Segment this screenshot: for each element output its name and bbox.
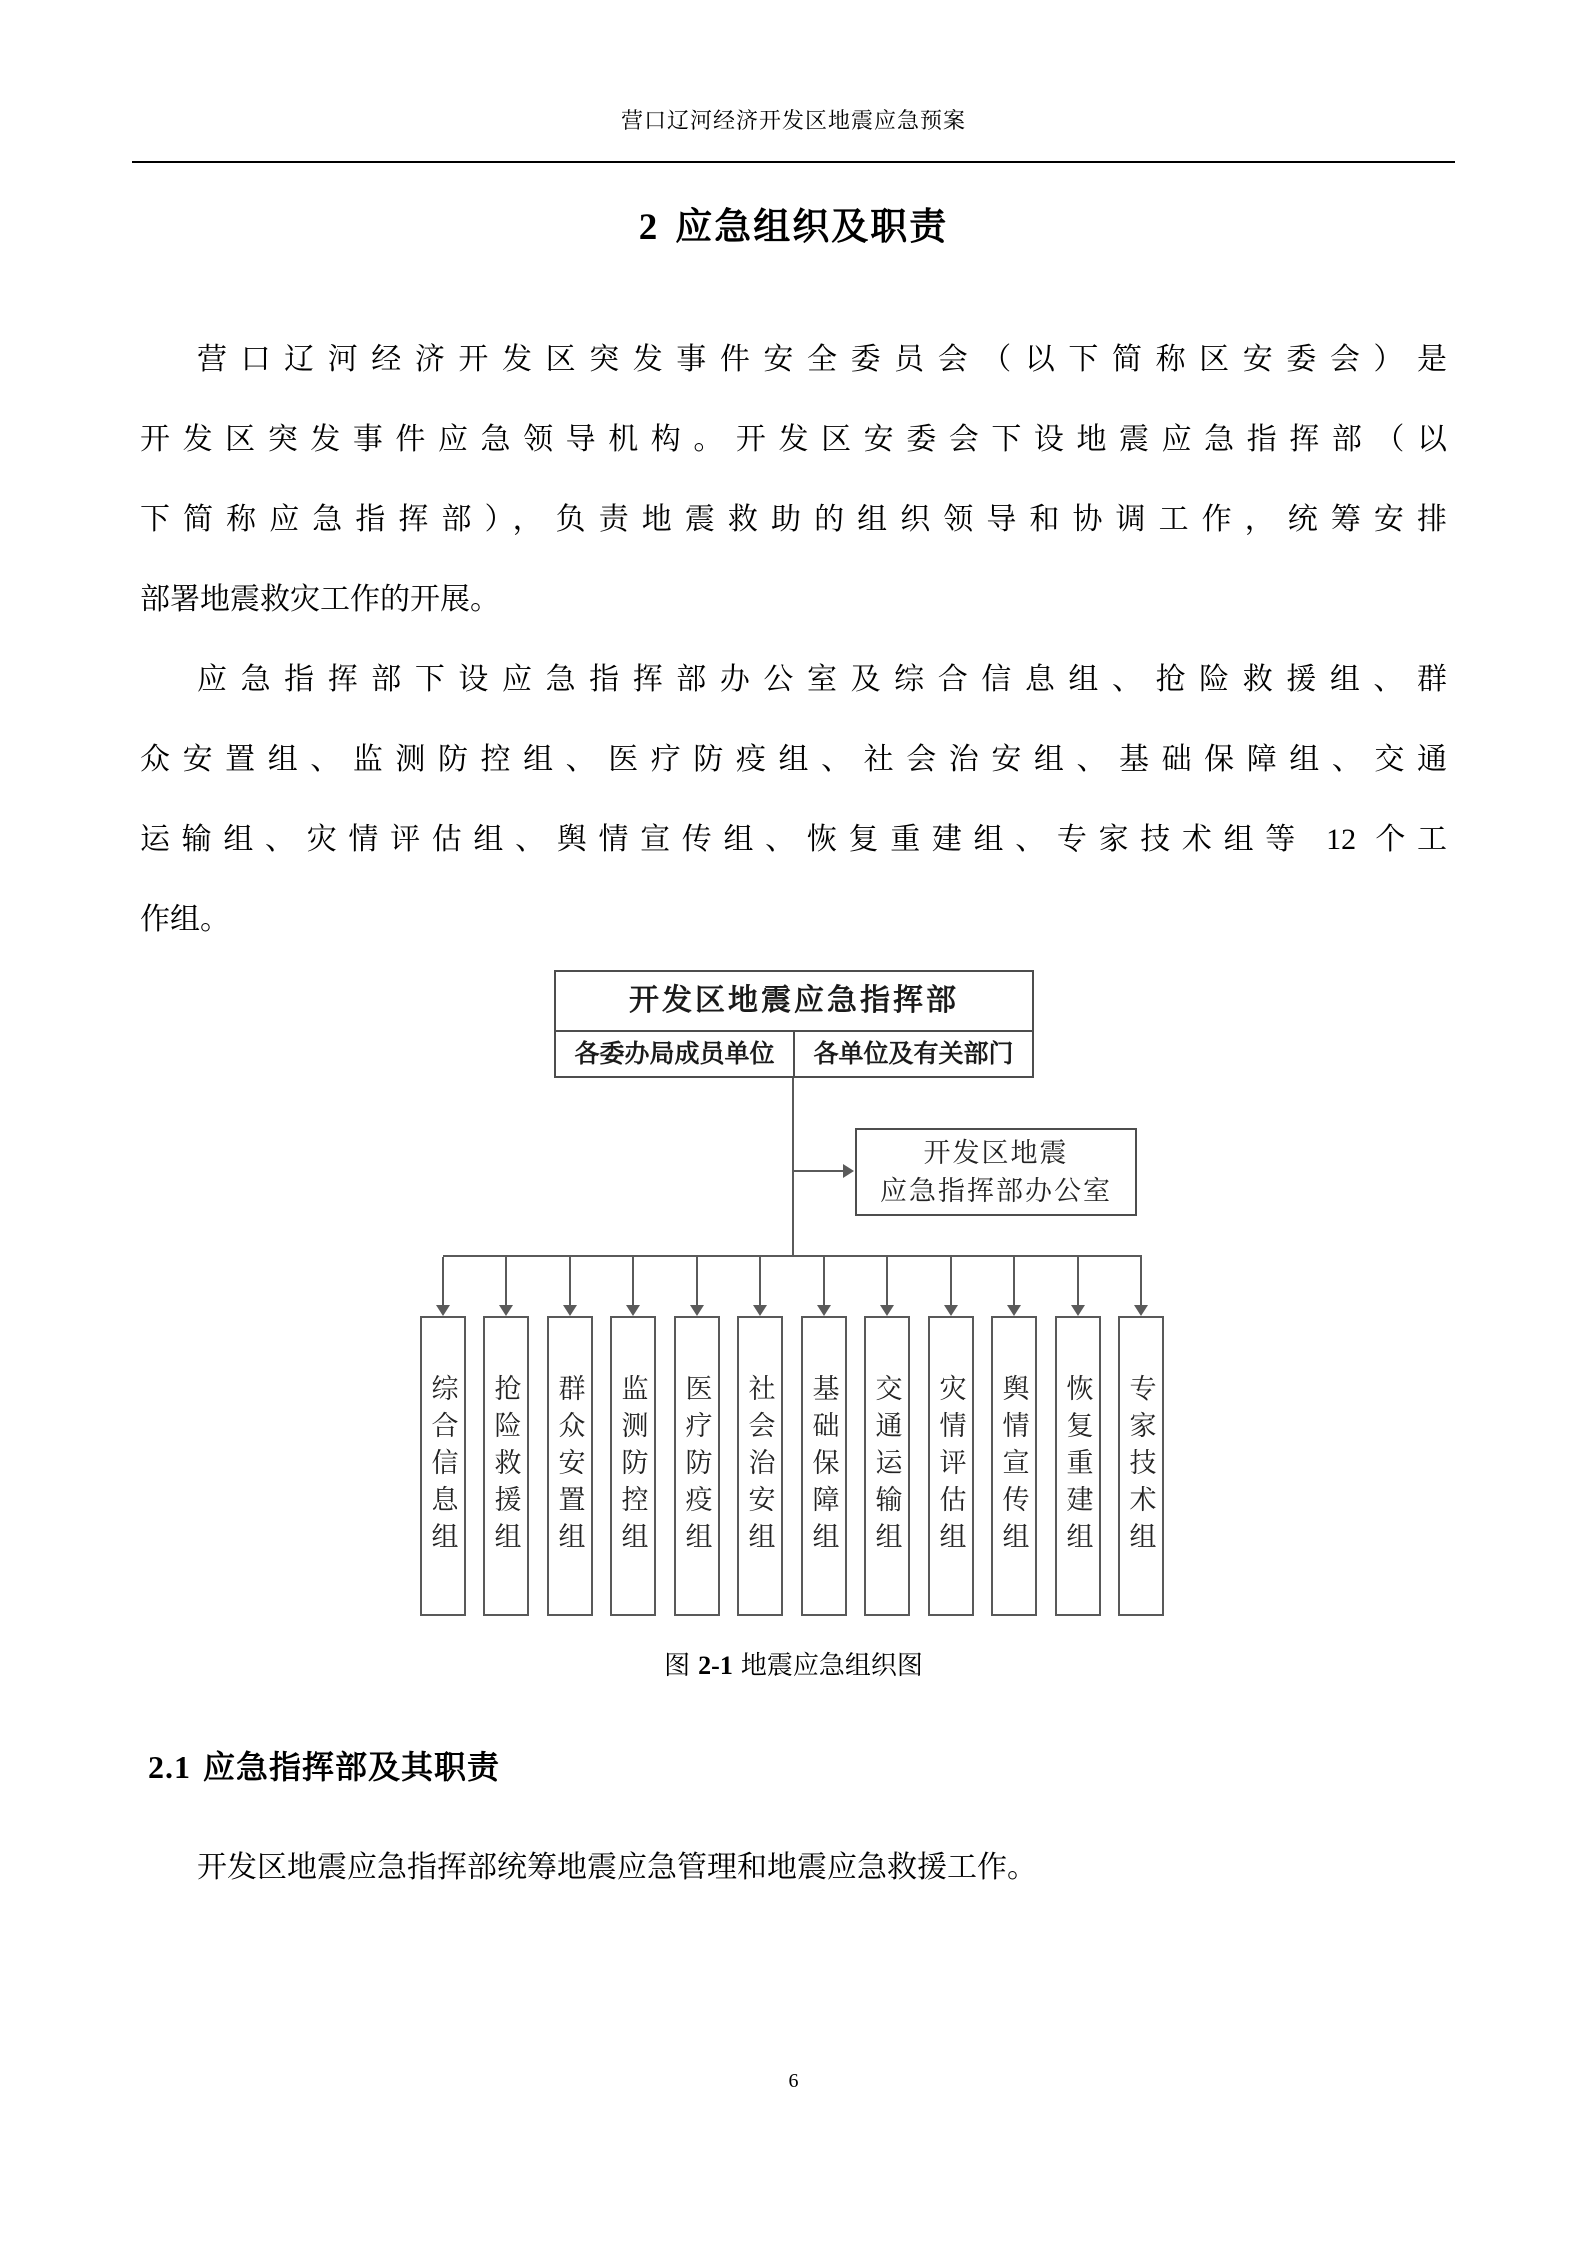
arrow-down-icon bbox=[1071, 1305, 1085, 1316]
paragraph-2 bbox=[140, 640, 1447, 960]
figure-caption-prefix: 图 bbox=[664, 1651, 691, 1680]
group-box bbox=[737, 1316, 783, 1616]
branch-line bbox=[505, 1257, 507, 1305]
arrow-down-icon bbox=[436, 1305, 450, 1316]
section-number: 2.1 bbox=[148, 1749, 191, 1785]
office-connector-line bbox=[793, 1170, 845, 1172]
distribution-bar-line bbox=[443, 1255, 1142, 1257]
group-label: 抢险救援组 bbox=[490, 1373, 521, 1559]
chapter-title-text: 应急组织及职责 bbox=[675, 207, 949, 248]
group-box bbox=[1055, 1316, 1101, 1616]
branch-line bbox=[759, 1257, 761, 1305]
group-label: 基础保障组 bbox=[808, 1373, 839, 1559]
group-label: 群众安置组 bbox=[554, 1373, 585, 1559]
group-label: 交通运输组 bbox=[871, 1373, 902, 1559]
group-branch bbox=[864, 1257, 910, 1616]
paragraph-line: 开发区地震应急指挥部统筹地震应急管理和地震应急救援工作。 bbox=[197, 1851, 1037, 1884]
group-branch bbox=[737, 1257, 783, 1616]
group-box bbox=[991, 1316, 1037, 1616]
group-box bbox=[928, 1316, 974, 1616]
group-branch bbox=[420, 1257, 466, 1616]
arrow-down-icon bbox=[944, 1305, 958, 1316]
paragraph-1 bbox=[140, 320, 1447, 640]
paragraph-3 bbox=[140, 1832, 1447, 1904]
command-hq-box bbox=[554, 970, 1034, 1078]
paragraph-line: 运输组、灾情评估组、舆情宣传组、恢复重建组、专家技术组等 12 个工 bbox=[140, 823, 1447, 856]
branch-line bbox=[1077, 1257, 1079, 1305]
branch-line bbox=[442, 1257, 444, 1305]
figure-caption-text: 地震应急组织图 bbox=[740, 1651, 923, 1680]
section-heading bbox=[148, 1742, 500, 1788]
paragraph-line: 众安置组、监测防控组、医疗防疫组、社会治安组、基础保障组、交通 bbox=[140, 743, 1447, 776]
branch-line bbox=[823, 1257, 825, 1305]
paragraph-line: 下简称应急指挥部），负责地震救助的组织领导和协调工作，统筹安排 bbox=[140, 503, 1447, 536]
branch-line bbox=[1140, 1257, 1142, 1305]
arrow-down-icon bbox=[626, 1305, 640, 1316]
hq-office-line1: 开发区地震 bbox=[923, 1138, 1069, 1168]
paragraph-line: 应急指挥部下设应急指挥部办公室及综合信息组、抢险救援组、群 bbox=[197, 663, 1447, 696]
related-departments-cell: 各单位及有关部门 bbox=[793, 1032, 1032, 1078]
paragraph-line: 开发区突发事件应急领导机构。开发区安委会下设地震应急指挥部（以 bbox=[140, 423, 1447, 456]
running-header: 营口辽河经济开发区地震应急预案 bbox=[620, 108, 966, 133]
group-branch bbox=[547, 1257, 593, 1616]
group-branch bbox=[610, 1257, 656, 1616]
arrow-down-icon bbox=[817, 1305, 831, 1316]
arrow-down-icon bbox=[690, 1305, 704, 1316]
group-branch bbox=[991, 1257, 1037, 1616]
paragraph-line: 部署地震救灾工作的开展。 bbox=[140, 583, 500, 616]
branch-line bbox=[1013, 1257, 1015, 1305]
group-box bbox=[420, 1316, 466, 1616]
arrow-down-icon bbox=[1007, 1305, 1021, 1316]
chapter-number: 2 bbox=[638, 207, 660, 248]
group-branch bbox=[928, 1257, 974, 1616]
arrow-down-icon bbox=[880, 1305, 894, 1316]
paragraph-line: 营口辽河经济开发区突发事件安全委员会（以下简称区安委会）是 bbox=[197, 343, 1447, 376]
group-label: 监测防控组 bbox=[617, 1373, 648, 1559]
arrow-down-icon bbox=[499, 1305, 513, 1316]
branch-line bbox=[886, 1257, 888, 1305]
page-number: 6 bbox=[788, 2070, 799, 2092]
group-box bbox=[801, 1316, 847, 1616]
group-box bbox=[547, 1316, 593, 1616]
command-hq-cells bbox=[556, 1032, 1032, 1078]
hq-office-line2: 应急指挥部办公室 bbox=[880, 1176, 1112, 1206]
paragraph-line: 作组。 bbox=[140, 903, 230, 936]
group-branch bbox=[1055, 1257, 1101, 1616]
command-hq-title: 开发区地震应急指挥部 bbox=[556, 972, 1032, 1032]
group-label: 舆情宣传组 bbox=[998, 1373, 1029, 1559]
header-rule-divider bbox=[132, 161, 1455, 163]
group-label: 医疗防疫组 bbox=[681, 1373, 712, 1559]
group-branch bbox=[1118, 1257, 1164, 1616]
group-branch bbox=[674, 1257, 720, 1616]
group-box bbox=[674, 1316, 720, 1616]
group-box bbox=[1118, 1316, 1164, 1616]
arrow-down-icon bbox=[1134, 1305, 1148, 1316]
arrow-down-icon bbox=[753, 1305, 767, 1316]
group-label: 社会治安组 bbox=[744, 1373, 775, 1559]
group-label: 灾情评估组 bbox=[935, 1373, 966, 1559]
figure-caption bbox=[0, 1645, 1587, 1682]
group-branch bbox=[801, 1257, 847, 1616]
group-box bbox=[864, 1316, 910, 1616]
group-label: 恢复重建组 bbox=[1062, 1373, 1093, 1559]
hq-office-box bbox=[855, 1128, 1137, 1216]
group-label: 综合信息组 bbox=[427, 1373, 458, 1559]
branch-line bbox=[632, 1257, 634, 1305]
group-label: 专家技术组 bbox=[1125, 1373, 1156, 1559]
office-arrow-icon bbox=[843, 1164, 854, 1178]
trunk-connector-line bbox=[792, 1078, 794, 1257]
branch-line bbox=[696, 1257, 698, 1305]
group-branch bbox=[483, 1257, 529, 1616]
group-box bbox=[483, 1316, 529, 1616]
member-units-cell: 各委办局成员单位 bbox=[574, 1040, 775, 1068]
section-heading-text: 应急指挥部及其职责 bbox=[203, 1749, 501, 1785]
chapter-title bbox=[0, 196, 1587, 250]
arrow-down-icon bbox=[563, 1305, 577, 1316]
figure-caption-number: 2-1 bbox=[698, 1651, 733, 1680]
branch-line bbox=[950, 1257, 952, 1305]
branch-line bbox=[569, 1257, 571, 1305]
group-box bbox=[610, 1316, 656, 1616]
